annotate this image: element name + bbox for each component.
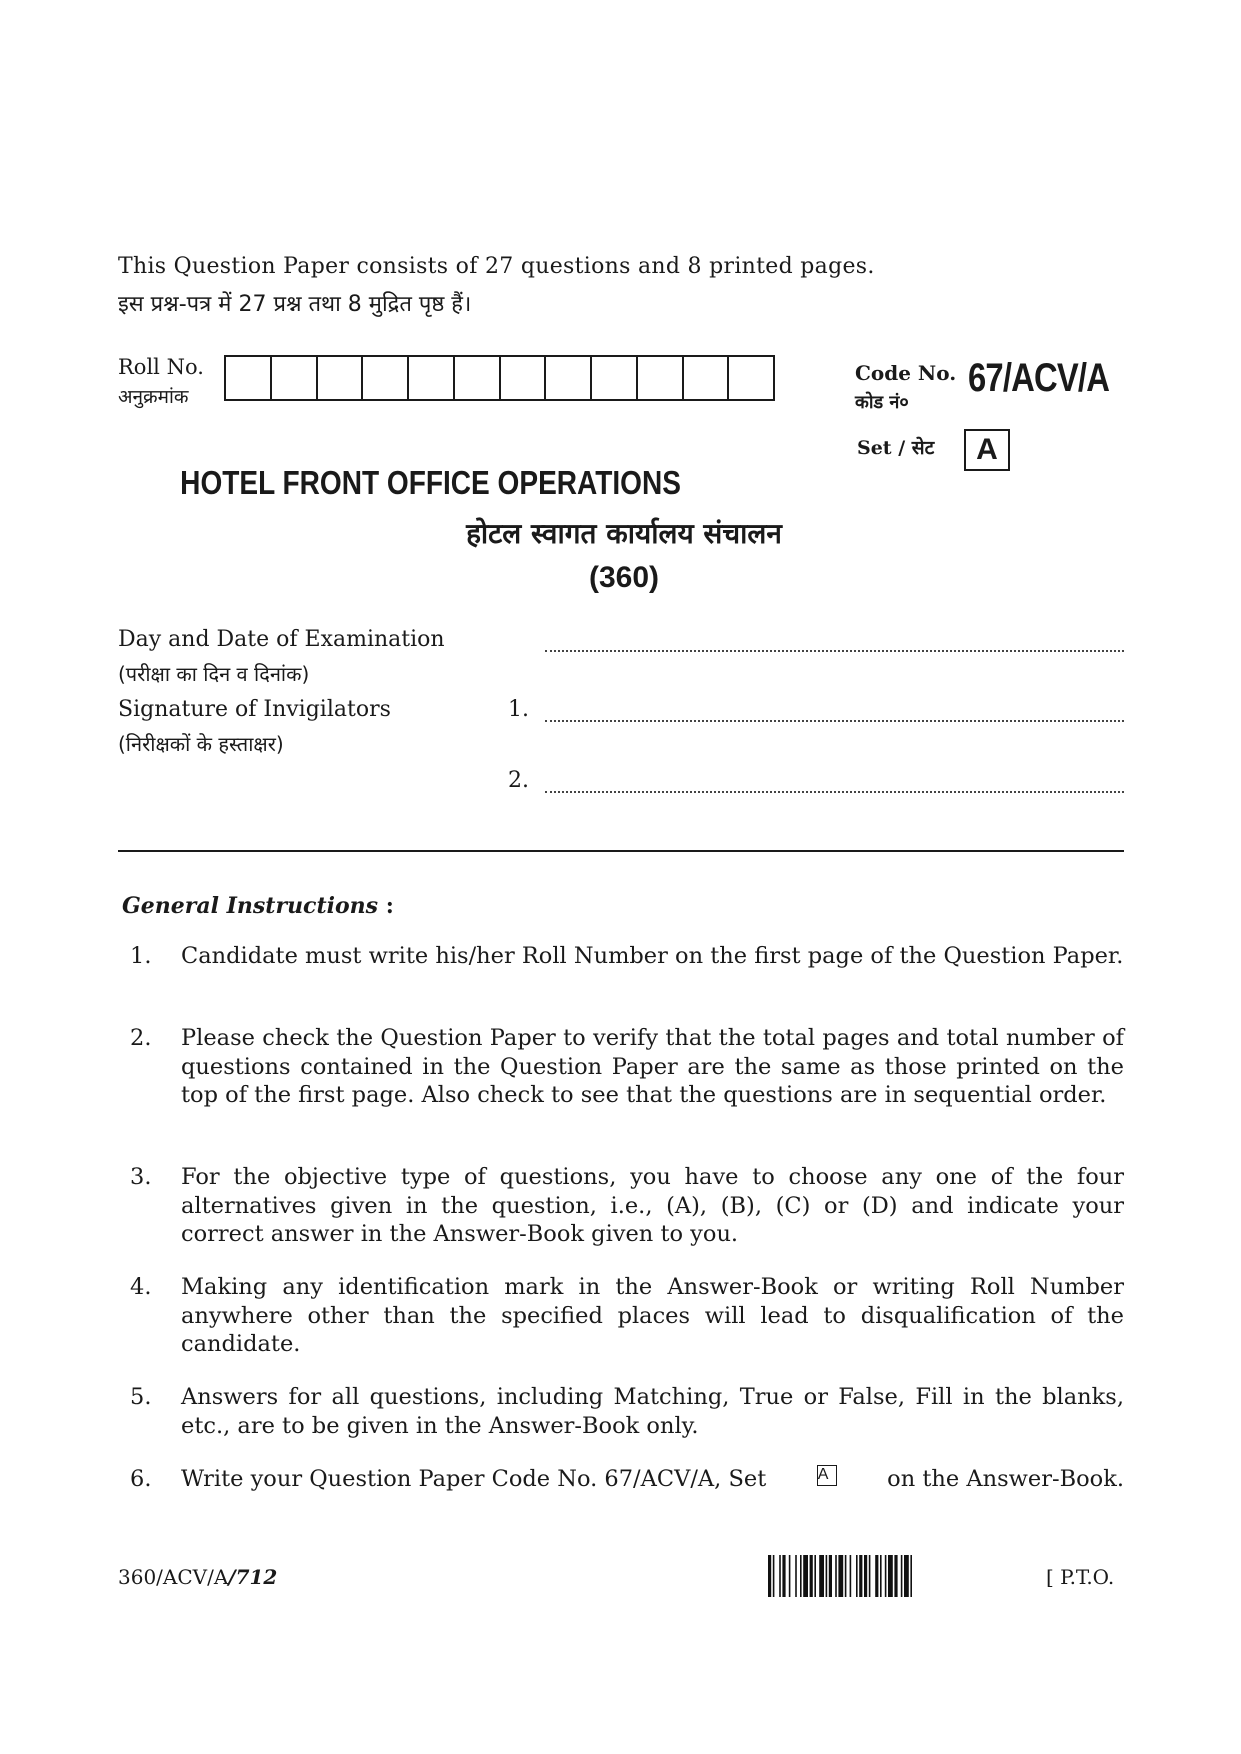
instruction-number: 1. — [130, 943, 152, 969]
roll-digit-box[interactable] — [501, 357, 547, 399]
roll-digit-box[interactable] — [363, 357, 409, 399]
subject-title-en: HOTEL FRONT OFFICE OPERATIONS — [180, 464, 681, 501]
general-instructions-heading: General Instructions : — [122, 893, 394, 919]
invigilator-signature-label-hi: (निरीक्षकों के हस्ताक्षर) — [118, 732, 284, 756]
roll-digit-box[interactable] — [546, 357, 592, 399]
roll-digit-box[interactable] — [318, 357, 364, 399]
roll-digit-box[interactable] — [226, 357, 272, 399]
instruction-item — [130, 1465, 1124, 1494]
instruction-number: 3. — [130, 1164, 152, 1190]
section-divider — [118, 850, 1124, 852]
roll-number-label — [118, 352, 204, 412]
paper-code-footer: 360/ACV/A/712 — [118, 1565, 278, 1589]
roll-digit-box[interactable] — [592, 357, 638, 399]
invigilator-signature-line-1[interactable] — [545, 720, 1124, 722]
exam-date-label-en: Day and Date of Examination — [118, 627, 445, 652]
instruction-item — [130, 1163, 1124, 1249]
barcode-icon — [768, 1555, 1028, 1597]
please-turn-over: [ P.T.O. — [1046, 1565, 1115, 1589]
instruction-item — [130, 942, 1124, 971]
set-box: A — [964, 429, 1010, 471]
instruction-text: For the objective type of questions, you have to choose any one of the four alternatives given in the question, i.e., (A), (B), (C) or (D) and indicate your correct answer in the Answer-Book given to you. — [181, 1164, 1124, 1247]
roll-digit-box[interactable] — [455, 357, 501, 399]
subject-title-hi: होटल स्वागत कार्यालय संचालन — [466, 517, 782, 550]
instruction-number: 6. — [130, 1466, 152, 1492]
exam-date-label-hi: (परीक्षा का दिन व दिनांक) — [118, 662, 310, 686]
roll-digit-box[interactable] — [729, 357, 773, 399]
roll-digit-box[interactable] — [684, 357, 730, 399]
roll-label-hi: अनुक्रमांक — [118, 386, 189, 408]
signature-line-number: 1. — [508, 697, 529, 722]
roll-digit-box[interactable] — [409, 357, 455, 399]
instruction-number: 2. — [130, 1025, 152, 1051]
code-label-hi: कोड नं० — [855, 392, 909, 413]
signature-line-number: 2. — [508, 768, 529, 793]
instruction-item — [130, 1024, 1124, 1110]
page-count-note-hi: इस प्रश्न-पत्र में 27 प्रश्न तथा 8 मुद्रित पृष्ठ हैं। — [118, 292, 472, 317]
roll-digit-box[interactable] — [638, 357, 684, 399]
instruction-text: Answers for all questions, including Matching, True or False, Fill in the blanks, etc., are to be given in the Answer-Book only. — [181, 1384, 1124, 1439]
code-number-value: 67/ACV/A — [968, 356, 1110, 400]
instruction-number: 5. — [130, 1384, 152, 1410]
roll-label-en: Roll No. — [118, 355, 204, 379]
subject-code: (360) — [588, 561, 660, 594]
roll-number-boxes[interactable] — [224, 355, 775, 401]
instruction-text: Please check the Question Paper to verify that the total pages and total number of questions contained in the Question Paper are the same as those printed on the top of the first page. Also check to see that the questions are in sequential order. — [181, 1025, 1124, 1108]
invigilator-signature-line-2[interactable] — [545, 791, 1124, 793]
code-number-label — [855, 358, 956, 418]
instruction-text: Making any identification mark in the Answer-Book or writing Roll Number anywhere other than the specified places will lead to disqualification of the candidate. — [181, 1274, 1124, 1357]
roll-digit-box[interactable] — [272, 357, 318, 399]
instruction-text: Candidate must write his/her Roll Number on the first page of the Question Paper. — [181, 943, 1124, 969]
invigilator-signature-label-en: Signature of Invigilators — [118, 697, 391, 722]
page-count-note-en: This Question Paper consists of 27 questions and 8 printed pages. — [118, 254, 875, 279]
set-box-inline: A — [817, 1465, 837, 1486]
instruction-text: Write your Question Paper Code No. 67/ACV/A, Set A on the Answer-Book. — [181, 1466, 1124, 1492]
set-label: Set / सेट — [857, 437, 935, 459]
instruction-number: 4. — [130, 1274, 152, 1300]
exam-date-line[interactable] — [545, 650, 1124, 652]
instruction-item — [130, 1383, 1124, 1440]
code-label-en: Code No. — [855, 361, 957, 385]
instruction-item — [130, 1273, 1124, 1359]
